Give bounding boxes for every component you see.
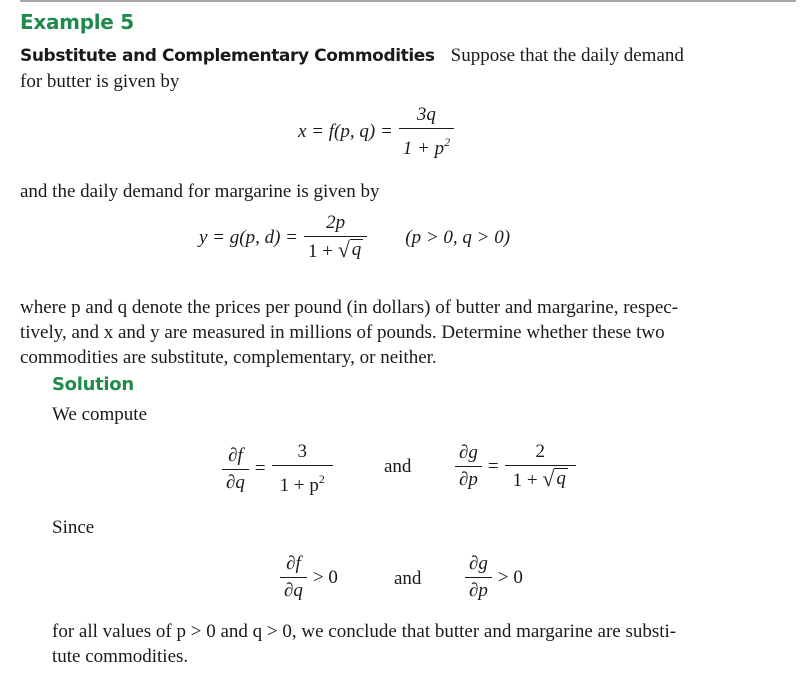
partial-derivative-g: $\frac{\partial g}{\partial p}$ = 2 1 + √ q	[455, 441, 582, 492]
since-text: Since	[52, 517, 95, 538]
fraction: 2 1 + √ q	[505, 441, 576, 492]
example-heading: Example 5	[20, 10, 134, 34]
partial-fraction: $\frac{\partial g}{\partial p}$	[465, 553, 492, 602]
example-title: Substitute and Complementary Commodities	[20, 46, 435, 66]
inequality-g: $\frac{\partial g}{\partial p}$ > 0	[465, 553, 523, 602]
equation-lhs: y = g(p, d) =	[199, 226, 298, 248]
numerator: 2p	[326, 212, 346, 233]
fraction: $\frac{3}{1 + p^2}$	[272, 441, 333, 497]
and-label: and	[384, 456, 412, 477]
paragraph-line3: commodities are substitute, complementary, or neither.	[20, 347, 437, 368]
and-label-2: and	[394, 568, 422, 589]
denominator: $1 + p^2$	[399, 128, 454, 160]
numerator: 3q	[416, 104, 436, 125]
conclusion-line1: for all values of p > 0 and q > 0, we conclude that butter and margarine are substi-	[52, 621, 677, 642]
margarine-intro: and the daily demand for margarine is given by	[20, 181, 380, 202]
partial-derivative-f: $\frac{\partial f}{\partial q}$ = $\frac{3}{1 + p^2}$	[222, 441, 339, 497]
intro-text: Suppose that the daily demand	[450, 45, 684, 66]
top-rule	[20, 0, 796, 2]
example-intro-line2: for butter is given by	[20, 71, 180, 92]
example-intro-line1	[20, 44, 684, 68]
denominator: 1 + √ q	[304, 236, 367, 263]
equation-margarine-demand	[199, 212, 510, 263]
partial-fraction: $\frac{\partial g}{\partial p}$	[455, 442, 482, 491]
we-compute-text: We compute	[52, 404, 148, 425]
fraction	[304, 212, 367, 263]
paragraph-line1: where p and q denote the prices per pound (in dollars) of butter and margarine, respec-	[20, 297, 679, 318]
paragraph-line2: tively, and x and y are measured in millions of pounds. Determine whether these two	[20, 322, 665, 343]
partial-fraction: $\frac{\partial f}{\partial q}$	[280, 553, 307, 602]
partial-fraction: $\frac{\partial f}{\partial q}$	[222, 445, 249, 494]
equation-butter-demand	[298, 104, 460, 160]
equation-lhs: x = f(p, q) =	[298, 121, 393, 142]
sqrt: √ q	[337, 237, 362, 262]
fraction	[399, 104, 454, 160]
solution-heading: Solution	[52, 374, 134, 395]
domain-condition: (p > 0, q > 0)	[405, 226, 511, 248]
sqrt: √ q	[542, 466, 566, 491]
inequality-f: $\frac{\partial f}{\partial q}$ > 0	[280, 553, 338, 602]
conclusion-line2: tute commodities.	[52, 646, 189, 667]
